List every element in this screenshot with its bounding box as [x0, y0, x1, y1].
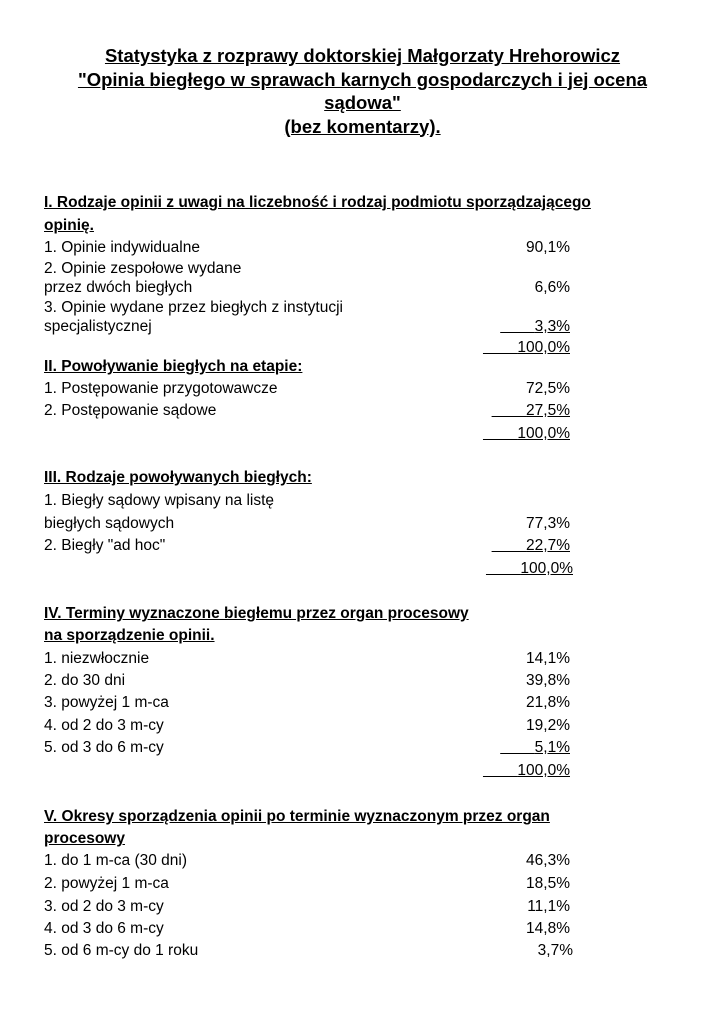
percentage-value: 21,8%	[526, 694, 570, 711]
total-value: 100,0%	[517, 762, 570, 779]
list-item: 2. Postępowanie sądowe	[44, 402, 217, 419]
percentage-value: 14,8%	[526, 920, 570, 937]
percentage-value: 3,3%	[534, 318, 570, 335]
percentage-value: 18,5%	[526, 875, 570, 892]
total-value: 100,0%	[520, 560, 573, 577]
title-line: Statystyka z rozprawy doktorskiej Małgorzaty Hrehorowicz	[104, 45, 621, 66]
list-item-cont: przez dwóch biegłych	[44, 279, 193, 296]
section-5-heading-cont: procesowy	[44, 830, 125, 847]
list-item-cont: specjalistycznej	[44, 318, 152, 335]
percentage-value: 14,1%	[526, 650, 570, 667]
document-title	[40, 44, 685, 138]
list-item: 5. od 6 m-cy do 1 roku	[44, 942, 199, 959]
list-item: 4. od 3 do 6 m-cy	[44, 920, 164, 937]
percentage-value: 72,5%	[526, 380, 570, 397]
list-item: 1. Opinie indywidualne	[44, 239, 200, 256]
list-item: 3. od 2 do 3 m-cy	[44, 898, 164, 915]
list-item: 1. Postępowanie przygotowawcze	[44, 380, 278, 397]
list-item: 2. do 30 dni	[44, 672, 126, 689]
title-line: "Opinia biegłego w sprawach karnych gospodarczych i jej ocena	[77, 68, 648, 90]
percentage-value: 5,1%	[534, 739, 570, 756]
list-item: 3. Opinie wydane przez biegłych z instytucji	[44, 299, 343, 316]
percentage-value: 39,8%	[526, 672, 570, 689]
percentage-value: 46,3%	[526, 852, 570, 869]
list-item: 1. niezwłocznie	[44, 650, 150, 667]
section-1-heading: I. Rodzaje opinii z uwagi na liczebność i rodzaj podmiotu sporządzającego	[44, 194, 591, 211]
section-4-heading-cont: na sporządzenie opinii.	[44, 627, 215, 644]
section-2-heading: II. Powoływanie biegłych na etapie:	[44, 358, 303, 375]
percentage-value: 19,2%	[526, 717, 570, 734]
list-item: 2. Biegły "ad hoc"	[44, 537, 166, 554]
percentage-value: 3,7%	[537, 942, 573, 959]
list-item: 1. do 1 m-ca (30 dni)	[44, 852, 188, 869]
list-item: 2. powyżej 1 m-ca	[44, 875, 169, 892]
total-value: 100,0%	[517, 425, 570, 442]
percentage-value: 90,1%	[526, 239, 570, 256]
list-item: 3. powyżej 1 m-ca	[44, 694, 169, 711]
section-3-heading: III. Rodzaje powoływanych biegłych:	[44, 469, 312, 486]
list-item-cont: biegłych sądowych	[44, 515, 175, 532]
percentage-value: 27,5%	[526, 402, 570, 419]
list-item: 2. Opinie zespołowe wydane	[44, 260, 242, 277]
list-item: 4. od 2 do 3 m-cy	[44, 717, 164, 734]
total-value: 100,0%	[517, 339, 570, 356]
list-item: 1. Biegły sądowy wpisany na listę	[44, 492, 275, 509]
percentage-value: 6,6%	[534, 279, 570, 296]
title-line: sądowa"	[324, 92, 401, 113]
section-4-heading: IV. Terminy wyznaczone biegłemu przez organ procesowy	[44, 605, 469, 622]
title-line: (bez komentarzy).	[284, 115, 441, 137]
section-1-heading-cont: opinię.	[44, 217, 94, 234]
percentage-value: 77,3%	[526, 515, 570, 532]
percentage-value: 22,7%	[526, 537, 570, 554]
percentage-value: 11,1%	[527, 898, 570, 915]
section-5-heading: V. Okresy sporządzenia opinii po terminie wyznaczonym przez organ	[44, 808, 550, 825]
list-item: 5. od 3 do 6 m-cy	[44, 739, 164, 756]
